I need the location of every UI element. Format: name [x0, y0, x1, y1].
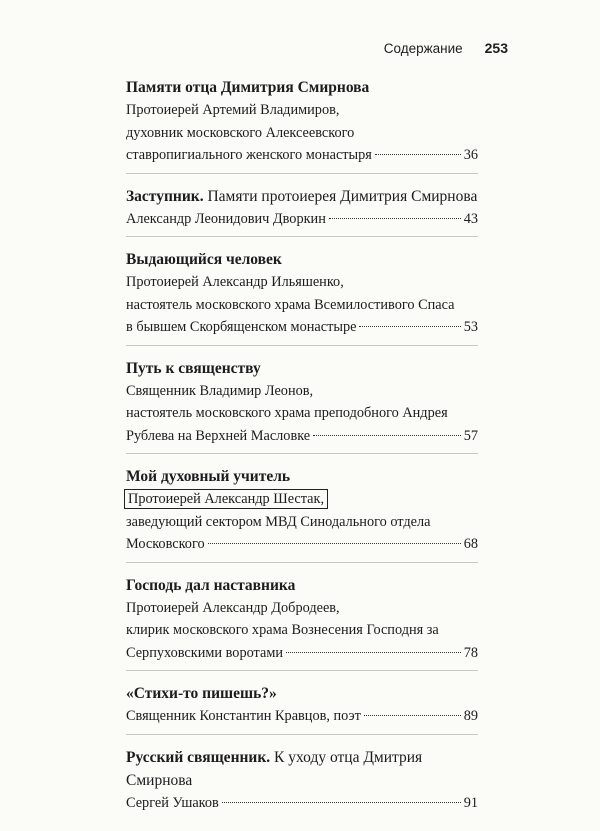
page-number: 253 — [484, 40, 508, 56]
dot-leader — [208, 543, 461, 544]
entry-title-bold: Памяти отца Димитрия Смирнова — [126, 79, 370, 96]
entry-author-line: Протоиерей Александр Ильяшенко, — [126, 274, 344, 290]
entry-last-line: Рублева на Верхней Масловке — [126, 427, 311, 444]
entry-leader-line — [126, 144, 478, 167]
dot-leader — [364, 715, 461, 716]
entry-last-line: Серпуховскими воротами — [126, 644, 284, 661]
entry-leader-line — [126, 792, 478, 815]
entry-title — [126, 682, 478, 705]
running-header — [384, 40, 508, 56]
highlighted-author[interactable]: Протоиерей Александр Шестак, — [128, 491, 325, 507]
entry-page-number: 68 — [463, 536, 478, 552]
entry-leader-line — [126, 533, 478, 556]
entry-title — [126, 185, 478, 208]
entry-page-number: 91 — [463, 794, 478, 811]
entry-page-number: 57 — [463, 427, 478, 444]
entry-title-bold: Выдающийся человек — [126, 251, 282, 268]
entry-leader-line — [126, 316, 478, 339]
entry-last-line: в бывшем Скорбященском монастыре — [126, 319, 357, 335]
entry-title — [126, 574, 478, 597]
entry-title — [126, 465, 478, 488]
entry-last-line: ставропигиального женского монастыря — [126, 147, 372, 163]
entry-author-line: Священник Владимир Леонов, — [126, 382, 314, 399]
dot-leader — [359, 326, 460, 327]
entry-title — [126, 357, 478, 380]
entry-title — [126, 248, 478, 271]
entry-author-line — [126, 488, 478, 511]
section-title: Содержание — [383, 41, 463, 56]
toc-entry[interactable] — [126, 465, 478, 563]
entry-author-line: духовник московского Алексеевского — [126, 124, 355, 141]
entry-page-number: 43 — [463, 210, 478, 227]
toc-entry[interactable] — [126, 185, 478, 238]
entry-author-line: клирик московского храма Вознесения Господня за — [126, 622, 439, 638]
entry-author-line: Протоиерей Александр Добродеев, — [126, 599, 340, 616]
entry-author-line: настоятель московского храма преподобного Андрея — [126, 405, 448, 421]
dot-leader — [222, 802, 461, 803]
entry-last-line: Священник Константин Кравцов, поэт — [126, 708, 361, 724]
dot-leader — [329, 218, 461, 219]
entry-title — [126, 76, 478, 99]
entry-leader-line — [126, 705, 478, 728]
dot-leader — [286, 652, 461, 653]
entry-title-rest: К уходу отца Дмитрия Смирнова — [126, 748, 423, 789]
entry-last-line: Александр Леонидович Дворкин — [126, 210, 326, 227]
toc-entry[interactable] — [126, 76, 478, 174]
entry-title-bold: Русский священник. — [126, 748, 271, 766]
entry-leader-line — [126, 642, 478, 665]
dot-leader — [375, 154, 461, 155]
entry-page-number: 78 — [463, 644, 478, 661]
entry-title-bold: Мой духовный учитель — [126, 468, 291, 485]
toc-entry[interactable] — [126, 248, 478, 346]
entry-leader-line — [126, 208, 478, 231]
entry-page-number: 89 — [463, 708, 478, 724]
entry-title-bold: Заступник. — [126, 187, 204, 205]
entry-page-number: 53 — [463, 319, 478, 335]
entry-title-bold: Путь к священству — [126, 359, 261, 377]
entry-page-number: 36 — [463, 147, 478, 163]
entry-title-bold: Господь дал наставника — [126, 576, 296, 594]
entry-title-rest: Памяти протоиерея Димитрия Смирнова — [203, 187, 478, 205]
toc-entry[interactable] — [126, 682, 478, 735]
toc-entry[interactable] — [126, 357, 478, 455]
table-of-contents — [126, 76, 478, 831]
dot-leader — [313, 435, 461, 436]
entry-leader-line — [126, 425, 478, 448]
entry-author-line: Протоиерей Артемий Владимиров, — [126, 102, 340, 118]
entry-title-bold: «Стихи-то пишешь?» — [126, 685, 277, 702]
toc-entry[interactable] — [126, 574, 478, 672]
entry-last-line: Московского — [126, 536, 205, 552]
entry-author-line: заведующий сектором МВД Синодального отдела — [126, 513, 431, 530]
toc-entry[interactable] — [126, 746, 478, 821]
entry-title — [126, 746, 478, 792]
entry-author-line: настоятель московского храма Всемилостивого Спаса — [126, 296, 455, 313]
entry-last-line: Сергей Ушаков — [126, 794, 219, 811]
